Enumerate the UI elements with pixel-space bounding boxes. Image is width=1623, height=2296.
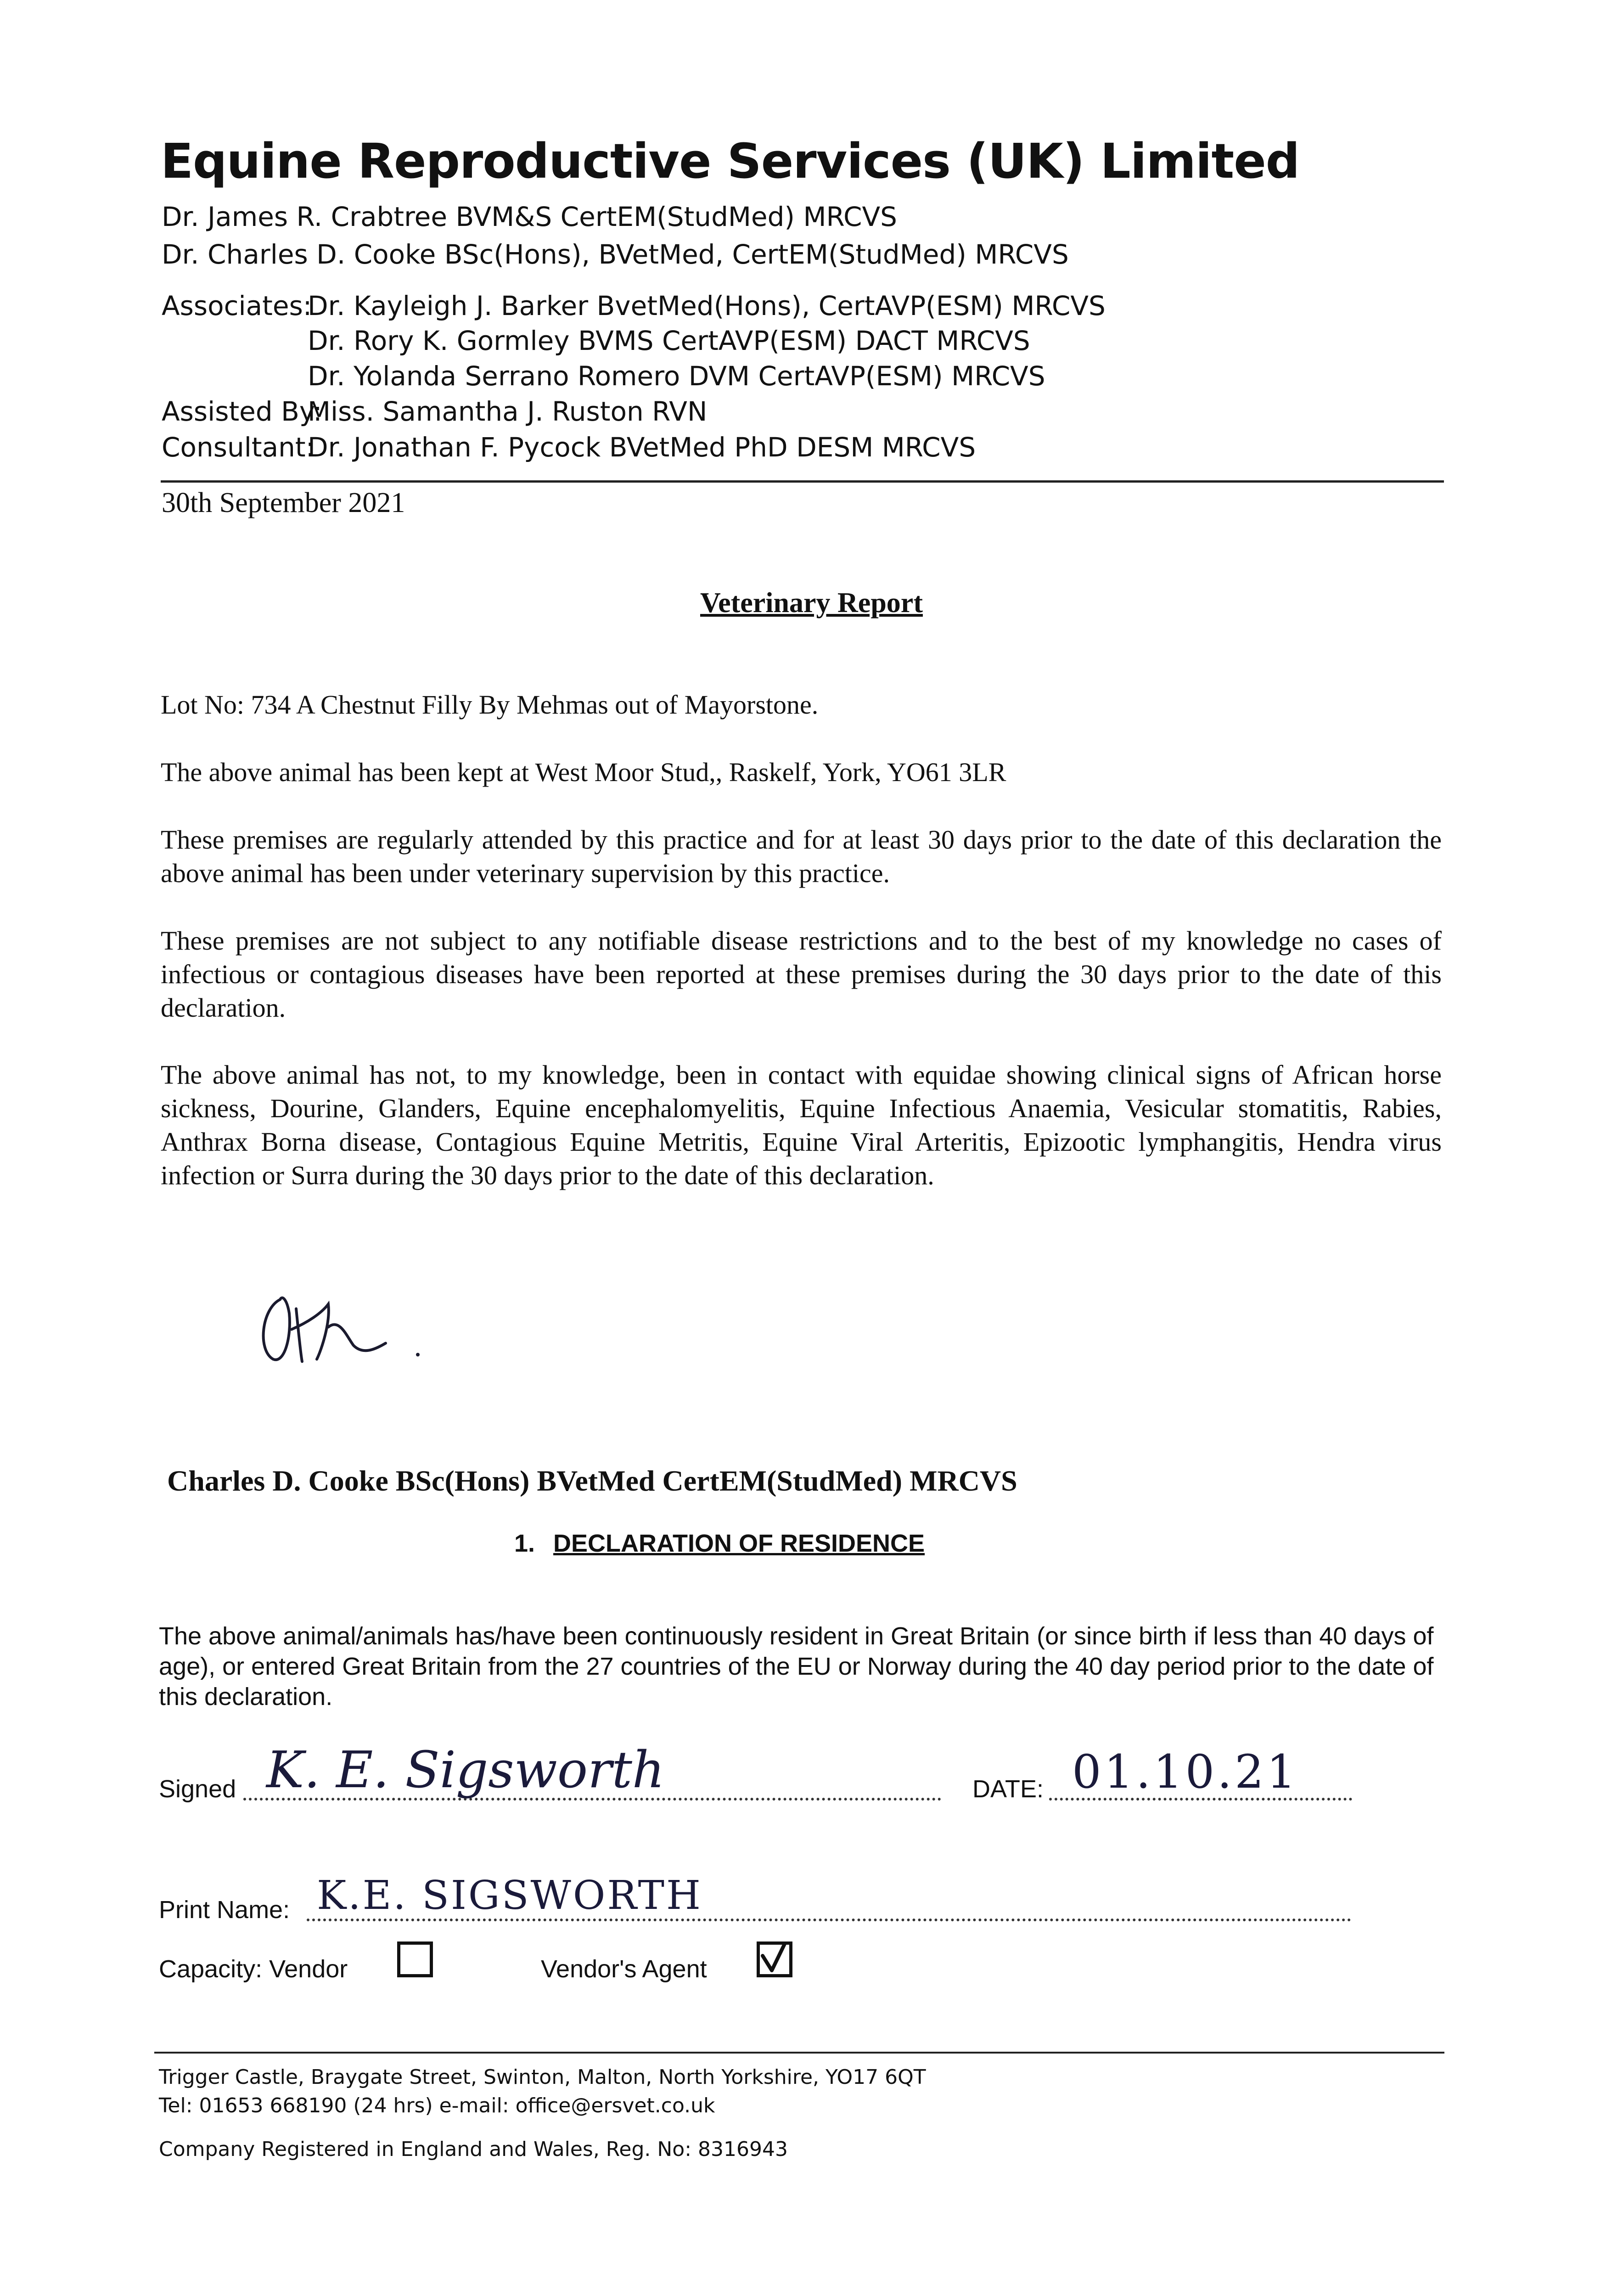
disease-paragraph: These premises are not subject to any notifiable disease restrictions and to the best of my knowledge no cases of infectious or contagious diseases have been reported at these premises during the 30 days prior to the date of this declaration.: [161, 926, 1442, 1023]
checkmark-icon: [760, 1945, 789, 1974]
assisted-label: Assisted By:: [162, 396, 322, 427]
footer-registration: Company Registered in England and Wales, Reg. No: 8316943: [159, 2138, 788, 2161]
print-name-value[interactable]: K.E. SIGSWORTH: [317, 1873, 703, 1919]
signed-label: Signed: [159, 1775, 236, 1803]
premises-line: The above animal has been kept at West Moor Stud,, Raskelf, York, YO61 3LR: [161, 757, 1006, 787]
declaration-title: DECLARATION OF RESIDENCE: [553, 1530, 925, 1557]
signatory-name: Charles D. Cooke BSc(Hons) BVetMed CertEM(StudMed) MRCVS: [167, 1464, 1017, 1497]
company-name: Equine Reproductive Services (UK) Limited: [161, 133, 1300, 189]
partner-2: Dr. Charles D. Cooke BSc(Hons), BVetMed, CertEM(StudMed) MRCVS: [162, 239, 1069, 270]
footer-contact: Tel: 01653 668190 (24 hrs) e-mail: office@ersvet.co.uk: [159, 2094, 715, 2117]
report-date: 30th September 2021: [162, 487, 405, 518]
report-title: Veterinary Report: [700, 587, 923, 619]
print-name-dotted-line: [307, 1919, 1351, 1921]
associate-2: Dr. Rory K. Gormley BVMS CertAVP(ESM) DACT MRCVS: [308, 325, 1030, 356]
vendor-agent-label: Vendor's Agent: [541, 1955, 707, 1983]
declaration-heading: [0, 1529, 1623, 1558]
associate-1: Dr. Kayleigh J. Barker BvetMed(Hons), CertAVP(ESM) MRCVS: [308, 290, 1106, 321]
assisted-name: Miss. Samantha J. Ruston RVN: [308, 396, 708, 427]
consultant-name: Dr. Jonathan F. Pycock BVetMed PhD DESM MRCVS: [308, 432, 976, 463]
date-value[interactable]: 01.10.21: [1072, 1745, 1299, 1799]
lot-line: Lot No: 734 A Chestnut Filly By Mehmas out of Mayorstone.: [161, 690, 819, 720]
partner-1: Dr. James R. Crabtree BVM&S CertEM(StudMed) MRCVS: [162, 201, 897, 232]
contact-paragraph: The above animal has not, to my knowledge, been in contact with equidae showing clinical signs of African horse sickness, Dourine, Glanders, Equine encephalomyelitis, Equine Infectious Anaemia, Vesicular stomatitis, Rabies, Anthrax Borna disease, Contagious Equine Metritis, Equine Viral Arteritis, Epizootic lymphangitis, Hendra virus infection or Surra during the 30 days prior to the date of this declaration.: [161, 1060, 1442, 1190]
footer-divider: [154, 2052, 1444, 2054]
capacity-vendor-label: Capacity: Vendor: [159, 1955, 348, 1983]
print-name-label: Print Name:: [159, 1896, 290, 1924]
associates-label: Associates:: [162, 290, 312, 321]
consultant-label: Consultant:: [162, 432, 315, 463]
signed-value[interactable]: K. E. Sigsworth: [266, 1740, 665, 1799]
footer-address: Trigger Castle, Braygate Street, Swinton, Malton, North Yorkshire, YO17 6QT: [159, 2065, 926, 2089]
vendor-checkbox[interactable]: [397, 1941, 433, 1977]
header-divider: [161, 480, 1444, 483]
associate-3: Dr. Yolanda Serrano Romero DVM CertAVP(ESM) MRCVS: [308, 360, 1045, 392]
vet-signature: [248, 1281, 441, 1373]
declaration-text: The above animal/animals has/have been continuously resident in Great Britain (or since birth if less than 40 days of age), or entered Great Britain from the 27 countries of the EU or Norway during the 40 day period prior to the date of this declaration.: [159, 1622, 1434, 1711]
supervision-paragraph: These premises are regularly attended by this practice and for at least 30 days prior to the date of this declaration the above animal has been under veterinary supervision by this practice.: [161, 825, 1442, 888]
date-label: DATE:: [972, 1775, 1044, 1803]
declaration-number: 1.: [514, 1530, 535, 1557]
vendor-agent-checkbox[interactable]: [757, 1941, 792, 1977]
